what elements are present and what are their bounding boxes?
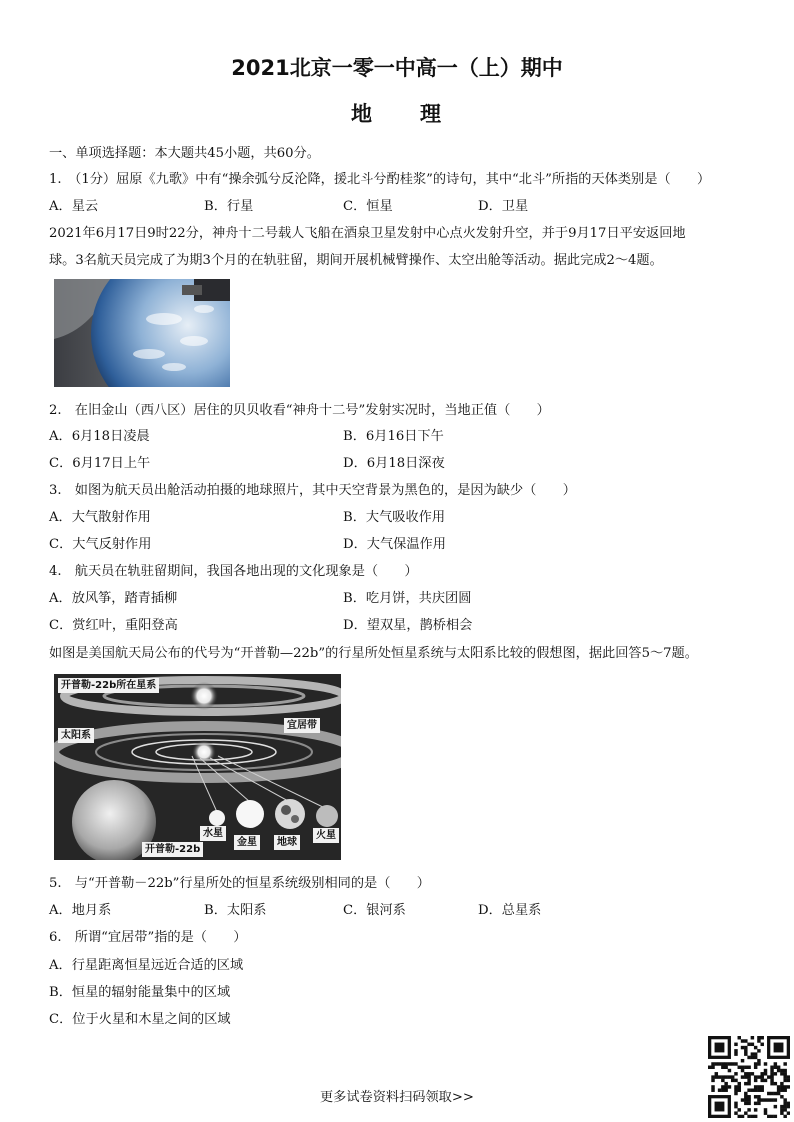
kepler-solar-comparison-diagram: [54, 674, 341, 860]
q6-option-a: A．行星距离恒星远近合适的区域: [49, 958, 244, 973]
q5-option-d: D．总星系: [478, 903, 542, 918]
q3-option-b: B．大气吸收作用: [343, 510, 446, 525]
intro-2-4-line1: 2021年6月17日9时22分，神舟十二号载人飞船在酒泉卫星发射中心点火发射升空，并于9月17日平安返回地: [49, 226, 686, 241]
label-mercury: 水星: [200, 826, 226, 841]
subject-title: 地 理: [351, 102, 443, 126]
q2-stem: 2. 在旧金山（西八区）居住的贝贝收看“神舟十二号”发射实况时，当地正值（ ）: [49, 403, 550, 418]
q4-option-c: C．赏红叶，重阳登高: [49, 618, 178, 633]
earth-photo: [54, 279, 230, 387]
q1-option-b: B．行星: [204, 199, 254, 214]
label-earth: 地球: [274, 835, 300, 850]
q1-stem: 1. （1分）屈原《九歌》中有“操余弧兮反沦降，援北斗兮酌桂浆”的诗句，其中“北斗”所指的天体类别是（ ）: [49, 172, 711, 187]
label-habitable-zone: 宜居带: [284, 718, 320, 733]
label-solar-system: 太阳系: [58, 728, 94, 743]
q2-option-b: B．6月16日下午: [343, 429, 444, 444]
q5-option-c: C．银河系: [343, 903, 406, 918]
q1-option-d: D．卫星: [478, 199, 529, 214]
label-kepler-22b: 开普勒-22b: [142, 842, 203, 857]
intro-2-4-line2: 球。3名航天员完成了为期3个月的在轨驻留，期间开展机械臂操作、太空出舱等活动。据此完成2～4题。: [49, 253, 663, 268]
footer-scan-prompt[interactable]: 更多试卷资料扫码领取>>: [320, 1090, 474, 1105]
q4-option-a: A．放风筝，踏青插柳: [49, 591, 178, 606]
q1-option-a: A．星云: [49, 199, 99, 214]
q6-option-c: C．位于火星和木星之间的区域: [49, 1012, 231, 1027]
q2-option-a: A．6月18日凌晨: [49, 429, 150, 444]
q4-stem: 4. 航天员在轨驻留期间，我国各地出现的文化现象是（ ）: [49, 564, 418, 579]
exam-title: 2021北京一零一中高一（上）期中: [231, 56, 563, 80]
q3-option-d: D．大气保温作用: [343, 537, 446, 552]
label-kepler-system: 开普勒-22b所在星系: [58, 678, 159, 693]
q3-option-c: C．大气反射作用: [49, 537, 152, 552]
q4-option-d: D．望双星，鹊桥相会: [343, 618, 473, 633]
intro-5-7: 如图是美国航天局公布的代号为“开普勒—22b”的行星所处恒星系统与太阳系比较的假想图，据此回答5～7题。: [49, 646, 698, 661]
q4-option-b: B．吃月饼，共庆团圆: [343, 591, 472, 606]
q1-option-c: C．恒星: [343, 199, 393, 214]
q3-stem: 3. 如图为航天员出舱活动拍摄的地球照片，其中天空背景为黑色的，是因为缺少（ ）: [49, 483, 576, 498]
label-mars: 火星: [313, 828, 339, 843]
q6-stem: 6. 所谓“宜居带”指的是（ ）: [49, 930, 247, 945]
q5-option-b: B．太阳系: [204, 903, 267, 918]
q2-option-c: C．6月17日上午: [49, 456, 151, 471]
q5-stem: 5. 与“开普勒－22b”行星所处的恒星系统级别相同的是（ ）: [49, 876, 430, 891]
q5-option-a: A．地月系: [49, 903, 112, 918]
q2-option-d: D．6月18日深夜: [343, 456, 445, 471]
q6-option-b: B．恒星的辐射能量集中的区域: [49, 985, 231, 1000]
section-heading: 一、单项选择题：本大题共45小题，共60分。: [49, 146, 320, 161]
q3-option-a: A．大气散射作用: [49, 510, 151, 525]
label-venus: 金星: [234, 835, 260, 850]
